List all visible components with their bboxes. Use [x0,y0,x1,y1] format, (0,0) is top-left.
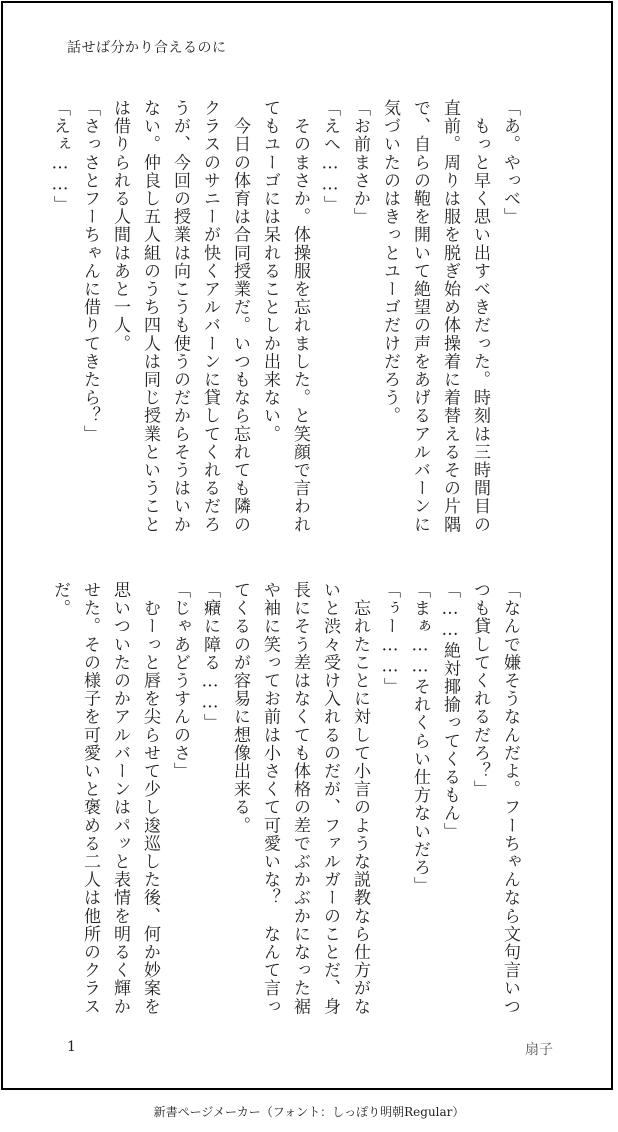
text-column-top [50,99,525,539]
text-line: 「なんで嫌そうなんだよ。フーちゃんなら文句言いつ [500,581,520,1016]
author-name: 扇子 [525,1042,553,1058]
text-line: 「まぁ……それくらい仕方ないだろ」 [410,581,430,895]
text-line: 気づいたのはきっとユーゴだけだろう。 [380,99,400,425]
text-line: クラスのサニーが快くアルバーンに貸してくれるだろ [200,99,220,534]
text-line: は借りられる人間はあと一人。 [110,99,130,353]
text-line: 「えぇ……」 [50,99,70,214]
text-line: 思いついたのかアルバーンはパッと表情を明るく輝か [110,581,130,1016]
text-line: ない。仲良し五人組のうち四人は同じ授業ということ [140,99,160,534]
text-line: もっと早く思い出すべきだった。時刻は三時間目の [470,99,490,534]
text-line: 「お前まさか」 [350,99,370,226]
book-page [1,1,613,1090]
text-line: 直前。周りは服を脱ぎ始め体操着に着替えるその片隅 [440,99,460,534]
text-line: 「ぅー……」 [380,581,400,696]
generator-credit: 新書ページメーカー（フォント：しっぽり明朝Regular） [153,1105,465,1119]
text-line: そのまさか。体操服を忘れました。と笑顔で言われ [290,99,310,534]
text-line: 今日の体育は合同授業だ。いつもなら忘れても隣の [230,99,250,534]
text-line: てもユーゴには呆れることしか出来ない。 [260,99,280,443]
text-line: 「じゃあどうすんのさ」 [170,581,190,781]
text-line: いと渋々受け入れるのだが、ファルガーのことだ、身 [320,581,340,1016]
text-line: せた。その様子を可愛いと褒める二人は他所のクラス [80,581,100,1016]
text-column-bottom [50,581,525,1016]
text-line: 「……絶対揶揄ってくるもん」 [440,581,460,841]
text-line: 「あ。やっべ」 [500,99,520,226]
page-title: 話せば分かり合えるのに [67,40,227,56]
page-number: 1 [67,1039,76,1055]
text-line: てくるのが容易に想像出来る。 [230,581,250,835]
text-line: 長にそう差はなくても体格の差でぶかぶかになった裾 [290,581,310,1016]
text-line: や袖に笑ってお前は小さくて可愛いな？ なんて言っ [260,581,280,1016]
text-line: 忘れたことに対して小言のような説教なら仕方がな [350,581,370,1016]
text-line: で、自らの鞄を開いて絶望の声をあげるアルバーンに [410,99,430,534]
text-line: 「えへ……」 [320,99,340,214]
text-line: うが、今回の授業は向こうも使うのだからそうはいか [170,99,190,534]
text-line: つも貸してくれるだろ？」 [470,581,490,799]
text-line: 「さっさとフーちゃんに借りてきたら？」 [80,99,100,443]
text-line: むーっと唇を尖らせて少し逡巡した後、何か妙案を [140,581,160,1016]
text-line: 「癪に障る……」 [200,581,220,732]
text-line: だ。 [50,581,70,618]
